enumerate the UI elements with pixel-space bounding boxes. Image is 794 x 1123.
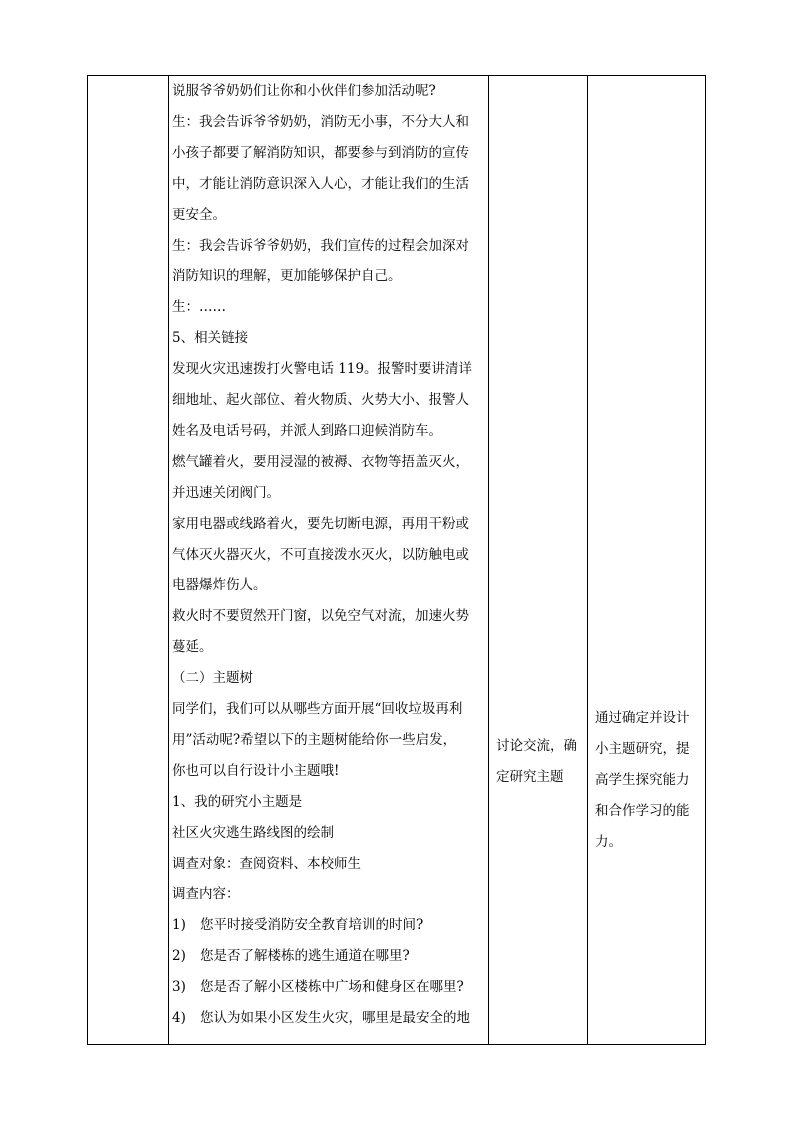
text-line [172, 515, 469, 533]
line-text: 您是否了解楼栋的逃生通道在哪里? [200, 948, 410, 965]
text-line [172, 885, 240, 903]
numbered-question-line [172, 916, 423, 934]
text-line [172, 175, 469, 193]
student-activity-column [496, 731, 582, 793]
line-text: 更安全。 [172, 206, 226, 223]
line-text: 生：我会告诉爷爷奶奶，消防无小事，不分大人和 [172, 113, 469, 130]
numbered-question-line [172, 1009, 470, 1027]
text-line [172, 82, 436, 100]
line-text: 社区火灾逃生路线图的绘制 [172, 824, 334, 841]
text-line [172, 607, 469, 625]
line-text: 家用电器或线路着火，要先切断电源，再用干粉或 [172, 515, 469, 532]
intent-line: 力。 [595, 834, 622, 850]
numbered-question-line [172, 947, 410, 965]
column-divider-2 [488, 76, 489, 1044]
intent-line: 通过确定并设计 [595, 710, 690, 726]
text-line [172, 206, 226, 224]
text-line [172, 638, 213, 656]
line-text: 气体灭火器灭火，不可直接泼水灭火，以防触电或 [172, 546, 469, 563]
line-text: 调查内容： [172, 886, 240, 903]
intent-line: 高学生探究能力 [595, 772, 690, 788]
line-text: 1、我的研究小主题是 [172, 793, 303, 810]
text-line [172, 546, 469, 564]
intent-line: 小主题研究，提 [595, 741, 690, 757]
list-number: 4) [172, 1010, 186, 1026]
list-number: 2) [172, 948, 186, 965]
line-text: 5、相关链接 [172, 330, 249, 347]
text-line [172, 113, 469, 131]
text-line [172, 237, 469, 255]
numbered-question-line [172, 978, 464, 996]
list-number: 3) [172, 979, 186, 996]
line-text: 细地址、起火部位、着火物质、火势大小、报警人 [172, 392, 469, 408]
line-text: 用”活动呢?希望以下的主题树能给你一些启发， [172, 731, 457, 748]
line-text: 燃气罐着火，要用浸湿的被褥、衣物等捂盖灭火， [172, 453, 469, 470]
line-text: 姓名及电话号码，并派人到路口迎候消防车。 [172, 422, 442, 439]
line-text: 您是否了解小区楼栋中广场和健身区在哪里? [200, 979, 464, 996]
text-line [172, 360, 472, 378]
column-divider-1 [168, 76, 169, 1044]
text-line [172, 391, 469, 409]
line-text: 生：我会告诉爷爷奶奶，我们宣传的过程会加深对 [172, 237, 469, 254]
text-line [172, 793, 302, 811]
activity-line: 定研究主题 [496, 769, 564, 785]
activity-line: 讨论交流，确 [496, 738, 577, 754]
line-text: 同学们，我们可以从哪些方面开展“回收垃圾再利 [172, 701, 463, 717]
lesson-table [87, 75, 706, 1045]
line-text: 发现火灾迅速拨打火警电话 119。报警时要讲清详 [172, 361, 473, 378]
list-number: 1) [172, 917, 186, 934]
line-text: 救火时不要贸然开门窗，以免空气对流，加速火势 [172, 608, 469, 625]
line-text: 调查对象：查阅资料、本校师生 [172, 855, 361, 872]
text-line [172, 700, 462, 718]
line-text: 电器爆炸伤人。 [172, 577, 267, 594]
text-line [172, 298, 226, 316]
text-line [172, 329, 248, 347]
line-text: 您认为如果小区发生火灾，哪里是最安全的地 [200, 1010, 470, 1026]
line-text: 您平时接受消防安全教育培训的时间? [200, 917, 424, 934]
line-text: 说服爷爷奶奶们让你和小伙伴们参加活动呢? [172, 83, 436, 99]
text-line [172, 824, 334, 842]
line-text: 蔓延。 [172, 639, 213, 656]
line-text: 你也可以自行设计小主题哦! [172, 762, 340, 779]
text-line [172, 731, 456, 749]
line-text: 消防知识的理解，更加能够保护自己。 [172, 268, 402, 285]
text-line [172, 267, 402, 285]
intent-line: 和合作学习的能 [595, 803, 690, 819]
text-line [172, 576, 267, 594]
line-text: 中，才能让消防意识深入人心，才能让我们的生活 [172, 175, 469, 192]
line-text: 生：…… [172, 299, 226, 316]
text-line [172, 762, 339, 780]
text-line [172, 144, 469, 162]
line-text: 小孩子都要了解消防知识，都要参与到消防的宣传 [172, 144, 469, 161]
line-text: （二）主题树 [172, 670, 253, 687]
text-line [172, 453, 469, 471]
text-line [172, 669, 253, 687]
text-line [172, 484, 280, 502]
text-line [172, 422, 442, 440]
line-text: 并迅速关闭阀门。 [172, 484, 280, 501]
text-line [172, 855, 361, 873]
design-intent-column [595, 703, 703, 858]
column-divider-3 [587, 76, 588, 1044]
